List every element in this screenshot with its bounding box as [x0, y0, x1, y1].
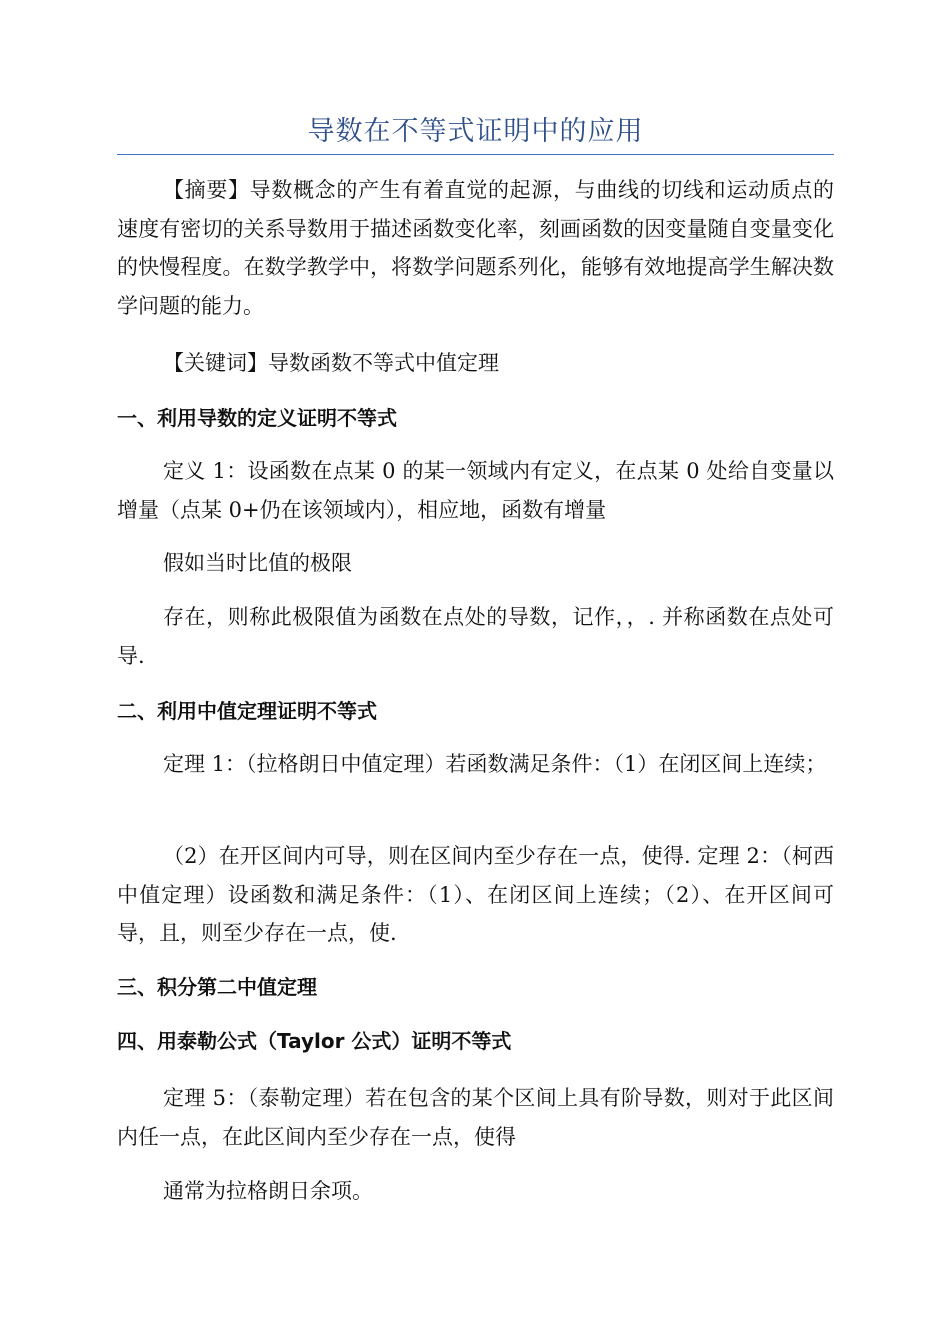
section-1-paragraph: 定义 1：设函数在点某 0 的某一领域内有定义，在点某 0 处给自变量以增量（点某 0+仍在该领域内），相应地，函数有增量	[117, 459, 834, 522]
title-underline-divider	[117, 154, 834, 155]
section-3-heading: 三、积分第二中值定理	[117, 975, 317, 999]
section-2-heading: 二、利用中值定理证明不等式	[117, 699, 377, 723]
section-2-paragraph: （2）在开区间内可导，则在区间内至少存在一点，使得. 定理 2：（柯西中值定理）设函数和满足条件：（1）、在闭区间上连续；（2）、在开区间可导，且，则至少存在一点，使.	[117, 844, 834, 945]
section-1-paragraph: 假如当时比值的极限	[163, 551, 352, 575]
section-2-paragraph: 定理 1：（拉格朗日中值定理）若函数满足条件：（1）在闭区间上连续；	[163, 752, 827, 776]
section-1-paragraph: 存在，则称此极限值为函数在点处的导数，记作，，. 并称函数在点处可导.	[117, 605, 834, 668]
section-4-paragraph: 通常为拉格朗日余项。	[163, 1179, 373, 1203]
abstract-paragraph: 【摘要】导数概念的产生有着直觉的起源，与曲线的切线和运动质点的速度有密切的关系导数用于描述函数变化率，刻画函数的因变量随自变量变化的快慢程度。在数学教学中，将数学问题系列化，能够有效地提高学生解决数学问题的能力。	[117, 178, 834, 318]
document-title: 导数在不等式证明中的应用	[307, 116, 644, 147]
section-4-paragraph: 定理 5：（泰勒定理）若在包含的某个区间上具有阶导数，则对于此区间内任一点，在此区间内至少存在一点，使得	[117, 1086, 834, 1149]
section-1-heading: 一、利用导数的定义证明不等式	[117, 406, 397, 430]
keywords-paragraph: 【关键词】导数函数不等式中值定理	[163, 351, 499, 375]
section-4-heading: 四、用泰勒公式（Taylor 公式）证明不等式	[117, 1029, 512, 1053]
